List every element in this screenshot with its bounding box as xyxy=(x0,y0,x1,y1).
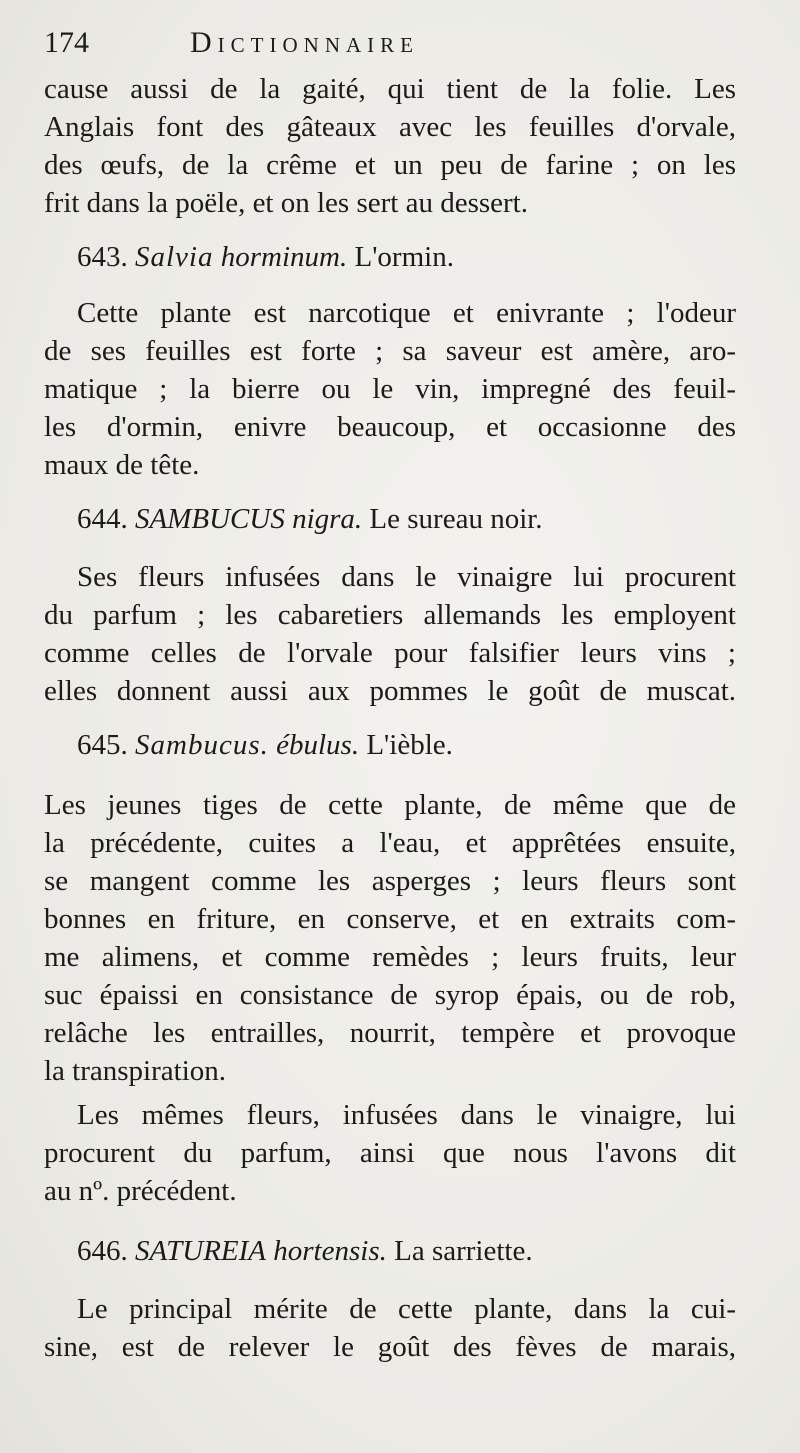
entry-number: 645. xyxy=(77,729,128,761)
entry-species: ébulus. xyxy=(276,729,360,761)
text-line: la précédente, cuites a l'eau, et apprêtées ensuite, xyxy=(44,827,736,859)
page-number: 174 xyxy=(44,26,89,59)
entry-genus: Sambucus. xyxy=(135,729,269,761)
running-title: Dictionnaire xyxy=(190,26,419,59)
entry-common-name: L'ièble. xyxy=(366,729,453,761)
entry-species: hortensis. xyxy=(273,1235,387,1267)
entry-genus: Salvia xyxy=(135,241,214,273)
entry-heading-646 xyxy=(77,1232,533,1270)
text-line: des œufs, de la crême et un peu de farine ; on les xyxy=(44,149,736,181)
text-line: Les mêmes fleurs, infusées dans le vinaigre, lui xyxy=(77,1099,736,1131)
entry-heading-645 xyxy=(77,726,453,764)
entry-heading-644 xyxy=(77,500,543,538)
entry-number: 644. xyxy=(77,503,128,535)
text-line: sine, est de relever le goût des fèves de marais, xyxy=(44,1331,736,1363)
text-line: de ses feuilles est forte ; sa saveur est amère, aro- xyxy=(44,335,736,367)
text-line: cause aussi de la gaité, qui tient de la folie. Les xyxy=(44,73,736,105)
text-line: relâche les entrailles, nourrit, tempère et provoque xyxy=(44,1017,736,1049)
text-line: suc épaissi en consistance de syrop épais, ou de rob, xyxy=(44,979,736,1011)
entry-number: 643. xyxy=(77,241,128,273)
text-line: procurent du parfum, ainsi que nous l'avons dit xyxy=(44,1137,736,1169)
text-line: au nº. précédent. xyxy=(44,1175,237,1207)
text-line: me alimens, et comme remèdes ; leurs fruits, leur xyxy=(44,941,736,973)
text-line: comme celles de l'orvale pour falsifier leurs vins ; xyxy=(44,637,736,669)
text-line: maux de tête. xyxy=(44,449,200,481)
text-line: Les jeunes tiges de cette plante, de même que de xyxy=(44,789,736,821)
text-line: bonnes en friture, en conserve, et en extraits com- xyxy=(44,903,736,935)
entry-genus: SAMBUCUS xyxy=(135,503,285,535)
text-line: matique ; la bierre ou le vin, impregné des feuil- xyxy=(44,373,736,405)
text-line: Le principal mérite de cette plante, dans la cui- xyxy=(77,1293,736,1325)
text-line: Anglais font des gâteaux avec les feuilles d'orvale, xyxy=(44,111,736,143)
entry-common-name: Le sureau noir. xyxy=(369,503,543,535)
entry-number: 646. xyxy=(77,1235,128,1267)
text-line: Ses fleurs infusées dans le vinaigre lui procurent xyxy=(77,561,736,593)
text-line: du parfum ; les cabaretiers allemands les employent xyxy=(44,599,736,631)
entry-species: nigra. xyxy=(292,503,363,535)
text-line: la transpiration. xyxy=(44,1055,227,1087)
entry-common-name: La sarriette. xyxy=(394,1235,533,1267)
text-line: frit dans la poële, et on les sert au dessert. xyxy=(44,187,528,219)
text-line: se mangent comme les asperges ; leurs fleurs sont xyxy=(44,865,736,897)
text-line: elles donnent aussi aux pommes le goût de muscat. xyxy=(44,675,736,707)
text-line: Cette plante est narcotique et enivrante ; l'odeur xyxy=(77,297,736,329)
text-line: les d'ormin, enivre beaucoup, et occasionne des xyxy=(44,411,736,443)
entry-species: horminum. xyxy=(220,241,348,273)
entry-heading-643 xyxy=(77,238,454,276)
entry-genus: SATUREIA xyxy=(135,1235,267,1267)
entry-common-name: L'ormin. xyxy=(354,241,454,273)
